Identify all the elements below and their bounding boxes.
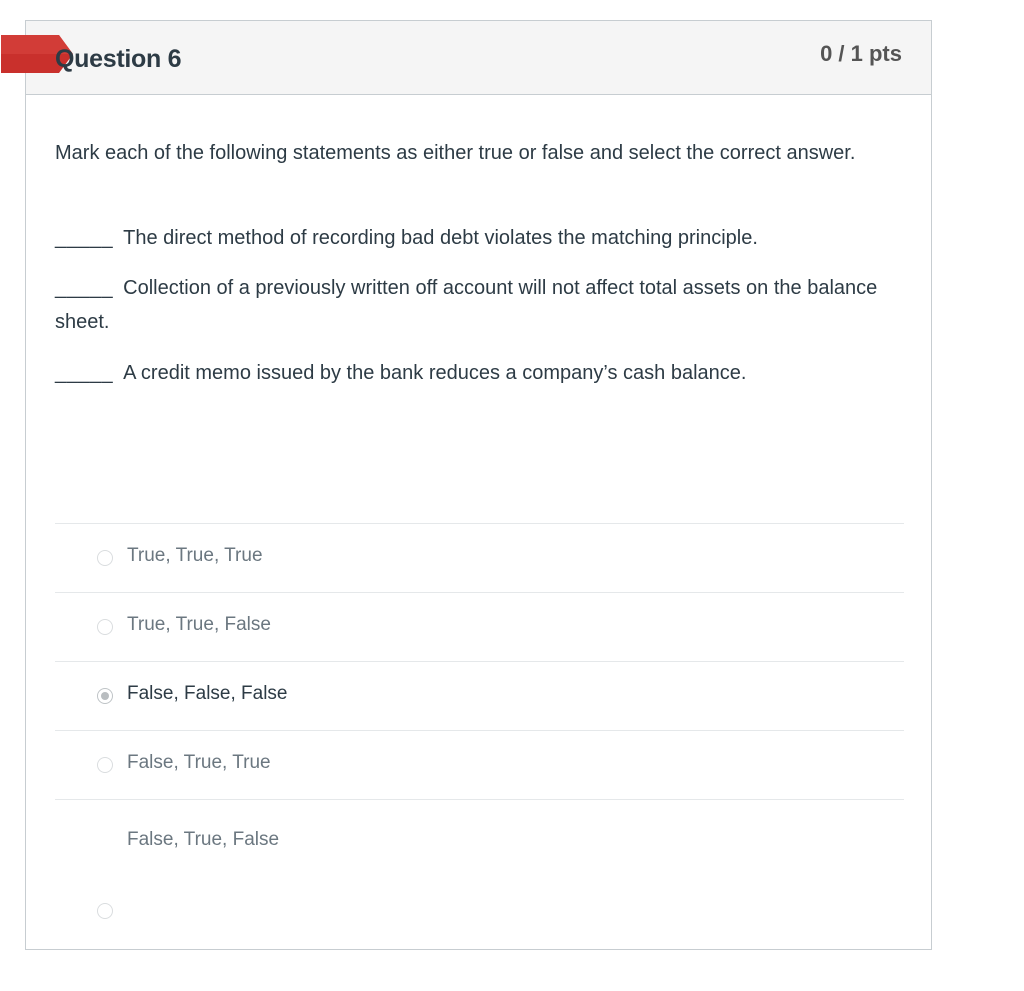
answer-option-4[interactable] — [55, 730, 904, 799]
question-points: 0 / 1 pts — [820, 41, 902, 66]
statement-1 — [55, 221, 895, 255]
answer-option-2[interactable] — [55, 592, 904, 661]
statement-text: The direct method of recording bad debt violates the matching principle. — [123, 227, 758, 249]
statement-2 — [55, 271, 895, 339]
radio-button-selected[interactable] — [97, 688, 113, 704]
radio-button[interactable] — [97, 757, 113, 773]
radio-button[interactable] — [97, 619, 113, 635]
quiz-question-card — [25, 20, 932, 950]
statement-3 — [55, 356, 895, 390]
radio-button[interactable] — [97, 550, 113, 566]
statement-blank: _____ — [55, 277, 114, 299]
question-prompt: Mark each of the following statements as either true or false and select the correct answer. — [55, 142, 856, 164]
answer-label: False, True, False — [127, 829, 280, 850]
answer-list — [55, 523, 904, 949]
answer-option-1[interactable] — [55, 523, 904, 592]
answer-label: False, True, True — [127, 752, 271, 773]
statement-text: Collection of a previously written off account will not affect total assets on the balance sheet. — [55, 277, 878, 333]
answer-label: True, True, False — [127, 614, 271, 635]
answer-label: True, True, True — [127, 545, 263, 566]
statement-blank: _____ — [55, 362, 114, 384]
statement-text: A credit memo issued by the bank reduces a company’s cash balance. — [123, 362, 747, 384]
answer-option-3[interactable] — [55, 661, 904, 730]
answer-label: False, False, False — [127, 683, 288, 704]
radio-button[interactable] — [97, 903, 113, 919]
question-title: Question 6 — [55, 45, 182, 73]
answer-option-5[interactable] — [55, 799, 904, 949]
statement-blank: _____ — [55, 227, 114, 249]
question-header — [26, 21, 931, 95]
